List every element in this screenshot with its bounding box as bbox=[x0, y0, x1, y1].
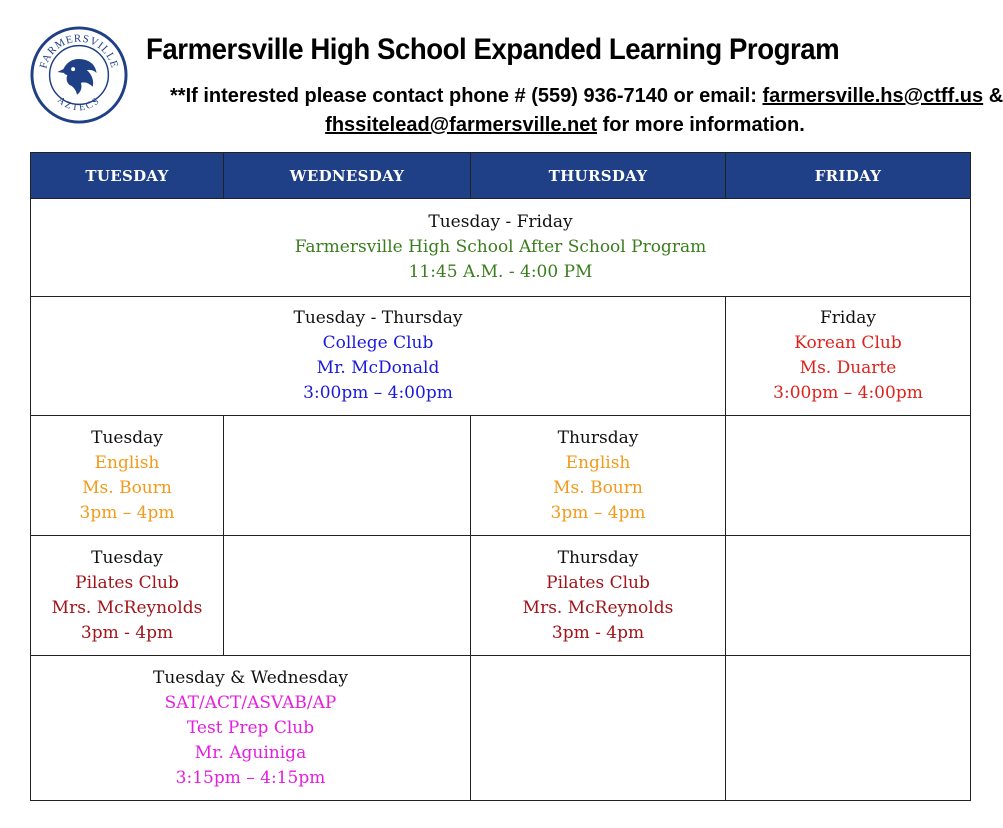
college-club-days: Tuesday - Thursday bbox=[293, 308, 463, 328]
empty-cell bbox=[726, 656, 971, 801]
schedule-table bbox=[30, 152, 971, 801]
table-row bbox=[31, 199, 971, 297]
test-prep-name-2: Test Prep Club bbox=[186, 717, 315, 738]
pilates-thu-time: 3pm - 4pm bbox=[551, 622, 645, 643]
english-tue-time: 3pm – 4pm bbox=[79, 502, 175, 523]
test-prep-teacher: Mr. Aguiniga bbox=[194, 742, 307, 763]
test-prep-cell bbox=[31, 656, 471, 801]
test-prep-time: 3:15pm – 4:15pm bbox=[175, 767, 326, 788]
test-prep-name-1: SAT/ACT/ASVAB/AP bbox=[164, 692, 337, 713]
college-club-teacher: Mr. McDonald bbox=[316, 358, 440, 378]
korean-club-time: 3:00pm – 4:00pm bbox=[773, 383, 923, 403]
test-prep-days: Tuesday & Wednesday bbox=[152, 667, 349, 688]
after-school-days: Tuesday - Friday bbox=[428, 212, 573, 232]
header-thursday: THURSDAY bbox=[471, 153, 726, 199]
logo-text-top: FARMERSVILLE bbox=[37, 32, 121, 70]
empty-cell bbox=[726, 416, 971, 536]
empty-cell bbox=[224, 536, 471, 656]
contact-info bbox=[170, 82, 1003, 140]
pilates-tue-teacher: Mrs. McReynolds bbox=[51, 597, 203, 618]
pilates-thu-days: Thursday bbox=[557, 547, 639, 568]
english-thu-name: English bbox=[565, 452, 631, 473]
empty-cell bbox=[471, 656, 726, 801]
college-club-name: College Club bbox=[322, 333, 434, 353]
college-club-time: 3:00pm – 4:00pm bbox=[303, 383, 453, 403]
logo-text-bottom: AZTECS bbox=[55, 94, 103, 114]
english-tue-teacher: Ms. Bourn bbox=[82, 477, 172, 498]
english-tue-name: English bbox=[94, 452, 160, 473]
contact-suffix: for more information. bbox=[597, 114, 805, 136]
pilates-tue-name: Pilates Club bbox=[75, 572, 179, 593]
school-logo bbox=[30, 26, 128, 124]
table-row bbox=[31, 297, 971, 416]
english-tuesday-cell bbox=[31, 416, 224, 536]
email-link-2[interactable]: fhssitelead@farmersville.net bbox=[325, 114, 598, 136]
pilates-thu-name: Pilates Club bbox=[546, 572, 650, 593]
college-club-cell bbox=[31, 297, 726, 416]
korean-club-teacher: Ms. Duarte bbox=[799, 358, 897, 378]
pilates-thu-teacher: Mrs. McReynolds bbox=[522, 597, 674, 618]
after-school-name: Farmersville High School After School Program bbox=[294, 237, 707, 257]
email-link-1[interactable]: farmersville.hs@ctff.us bbox=[762, 85, 984, 107]
header-friday: FRIDAY bbox=[726, 153, 971, 199]
korean-club-name: Korean Club bbox=[794, 333, 902, 353]
contact-prefix: **If interested please contact phone # (559) 936-7140 or email: bbox=[170, 85, 763, 107]
english-thu-teacher: Ms. Bourn bbox=[553, 477, 643, 498]
korean-club-cell bbox=[726, 297, 971, 416]
korean-club-days: Friday bbox=[820, 308, 876, 328]
english-thu-days: Thursday bbox=[557, 427, 639, 448]
table-row bbox=[31, 536, 971, 656]
table-row bbox=[31, 656, 971, 801]
header-wednesday: WEDNESDAY bbox=[224, 153, 471, 199]
empty-cell bbox=[726, 536, 971, 656]
contact-amp: & bbox=[983, 85, 1003, 107]
header-row bbox=[31, 153, 971, 199]
pilates-tue-time: 3pm - 4pm bbox=[80, 622, 174, 643]
empty-cell bbox=[224, 416, 471, 536]
pilates-tue-days: Tuesday bbox=[91, 547, 163, 568]
page-title: Farmersville High School Expanded Learning Program bbox=[146, 33, 840, 66]
after-school-time: 11:45 A.M. - 4:00 PM bbox=[408, 262, 593, 282]
english-thursday-cell bbox=[471, 416, 726, 536]
table-row bbox=[31, 416, 971, 536]
english-thu-time: 3pm – 4pm bbox=[550, 502, 646, 523]
after-school-cell bbox=[31, 199, 971, 297]
pilates-tuesday-cell bbox=[31, 536, 224, 656]
english-tue-days: Tuesday bbox=[91, 427, 163, 448]
pilates-thursday-cell bbox=[471, 536, 726, 656]
header-tuesday: TUESDAY bbox=[31, 153, 224, 199]
